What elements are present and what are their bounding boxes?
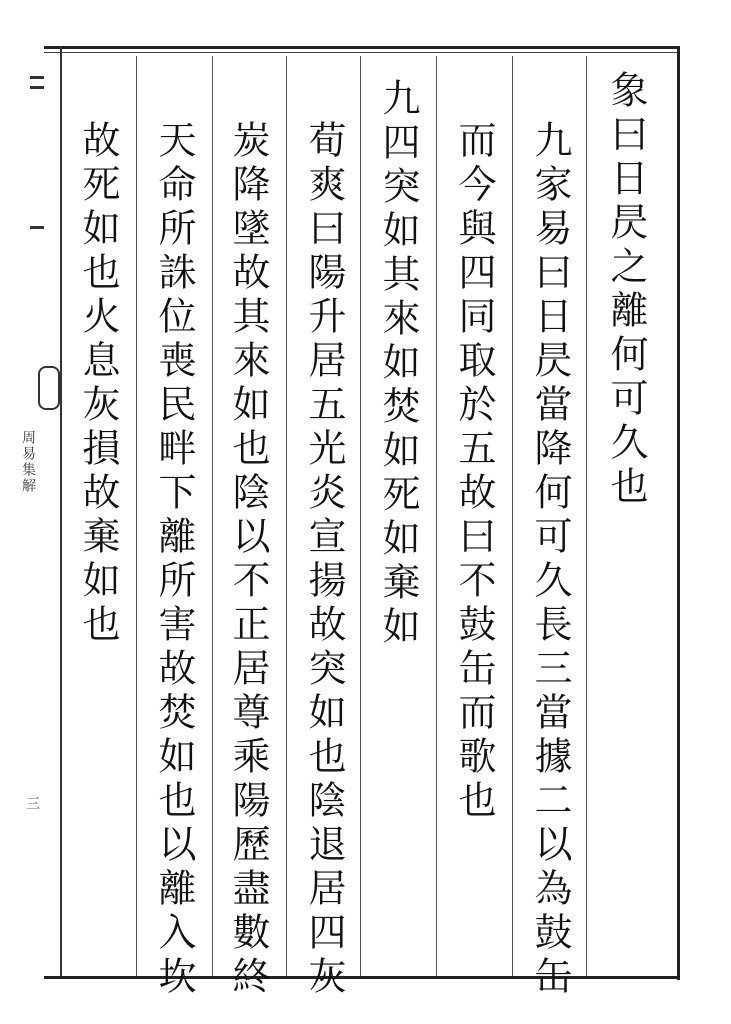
margin-book-title: 周易集解 bbox=[20, 430, 36, 494]
top-border bbox=[44, 46, 680, 49]
column-rule bbox=[286, 56, 287, 976]
column-rule bbox=[136, 56, 137, 976]
edge-mark bbox=[30, 226, 44, 229]
column-rule bbox=[436, 56, 437, 976]
fish-tail-mark bbox=[38, 366, 60, 410]
text-column-8: 故死如也火息灰損故棄如也 bbox=[76, 120, 120, 648]
left-border bbox=[60, 46, 62, 976]
page-margin bbox=[0, 56, 58, 976]
text-column-7: 天命所誅位喪民畔下離所害故焚如也以離入坎 bbox=[152, 120, 196, 1000]
edge-mark bbox=[30, 76, 44, 79]
text-column-1: 象曰日昃之離何可久也 bbox=[604, 70, 648, 510]
text-column-3: 而今與四同取於五故曰不鼓缶而歌也 bbox=[452, 120, 496, 824]
bottom-border bbox=[44, 976, 680, 979]
column-rule bbox=[586, 56, 587, 976]
text-column-6: 炭降墜故其來如也陰以不正居尊乘陽歷盡數終 bbox=[226, 120, 270, 1000]
right-border bbox=[677, 46, 680, 980]
margin-page-number: 三 bbox=[24, 796, 40, 810]
text-column-4: 九四突如其來如焚如死如棄如 bbox=[376, 78, 420, 650]
column-rule bbox=[512, 56, 513, 976]
top-border-inner bbox=[44, 52, 680, 53]
edge-mark bbox=[30, 86, 44, 89]
text-column-2: 九家易曰日昃當降何可久長三當據二以為鼓缶 bbox=[528, 120, 572, 1000]
column-rule bbox=[360, 56, 361, 976]
column-rule bbox=[212, 56, 213, 976]
text-column-5: 荀爽曰陽升居五光炎宣揚故突如也陰退居四灰 bbox=[302, 120, 346, 1000]
